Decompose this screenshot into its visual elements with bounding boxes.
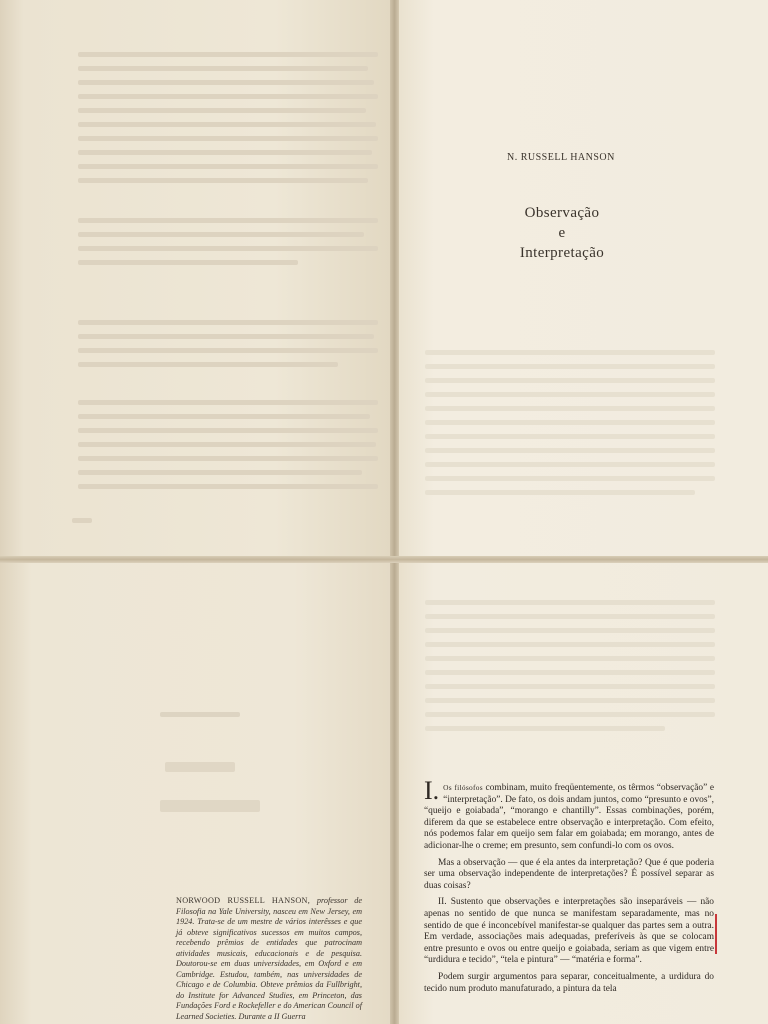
- author-bio: [176, 896, 362, 1022]
- bleed-through: [425, 434, 715, 439]
- bleed-through: [425, 378, 715, 383]
- bleed-through: [78, 232, 364, 237]
- essay-text: [424, 776, 715, 1000]
- title-page: [397, 0, 768, 558]
- bleed-through: [78, 400, 378, 405]
- bleed-through: [78, 218, 378, 223]
- author-name: N. RUSSELL HANSON: [507, 152, 615, 163]
- bleed-through: [78, 362, 338, 367]
- bleed-through: [78, 94, 378, 99]
- bleed-through: [425, 726, 665, 731]
- paragraph: combinam, muito freqüentemente, os têrmos “observação” e “interpretação”. De fato, os dois andam juntos, como “presunto e ovos”, “queijo e goiabada”, “morango e chantilly”. Essas combinações, porém, diferem da que se estabelece entre observação e interpretação. Com efeito, nós podemos falar em queijo sem falar em goiabada; em morango, antes de adicionar-lhe o creme; em presunto, sem confundi-lo com os ovos.: [424, 783, 715, 851]
- bleed-through: [425, 420, 715, 425]
- bleed-through: [78, 470, 362, 475]
- bleed-through: [425, 684, 715, 689]
- bleed-through: [78, 122, 376, 127]
- bleed-through: [78, 52, 378, 57]
- bio-text: professor de Filosofia na Yale University, nasceu em New Jersey, em 1924. Trata-se de um mestre de vários interêsses e que já obteve significativos sucessos em muitos campos, recebendo prêmios de entidades que patrocinam atividades musicais, educacionais e de pesquisa. Doutorou-se em duas universidades, em Oxford e em Cambridge. Estudou, também, nas universidades de Chicago e de Columbia. Obteve prêmios da Fullbright, do Institute for Advanced Studies, em Princeton, das Fundações Ford e Rockefeller e do American Council of Learned Societies. Durante a II Guerra: [176, 896, 363, 1021]
- bleed-through: [425, 392, 715, 397]
- bleed-through: [78, 136, 378, 141]
- bleed-through: [425, 350, 715, 355]
- title-line: Observação: [524, 205, 600, 221]
- bleed-through: [425, 614, 715, 619]
- bleed-through: [78, 150, 372, 155]
- bleed-through: [78, 80, 374, 85]
- bleed-through: [78, 260, 298, 265]
- bleed-through: [78, 66, 368, 71]
- title-line: e: [558, 225, 566, 241]
- paragraph: Podem surgir argumentos para separar, conceitualmente, a urdidura do tecido num produto manufaturado, a pintura da tela: [424, 971, 714, 994]
- bleed-through: [425, 656, 715, 661]
- bleed-through: [425, 600, 715, 605]
- title-line: Interpretação: [519, 245, 605, 261]
- bleed-through: [425, 712, 715, 717]
- bleed-through: [78, 108, 366, 113]
- bleed-through: [78, 164, 378, 169]
- bleed-through: [425, 698, 715, 703]
- bleed-through: [78, 320, 378, 325]
- bleed-through: [425, 364, 715, 369]
- bleed-through: [78, 178, 368, 183]
- bleed-through: [78, 484, 378, 489]
- bleed-through: [425, 406, 715, 411]
- bleed-through: [78, 428, 378, 433]
- bleed-through: [78, 456, 378, 461]
- book-gutter: [390, 0, 399, 1024]
- bleed-through: [78, 414, 370, 419]
- bio-name: NORWOOD RUSSELL HANSON,: [176, 896, 311, 905]
- bleed-through: [72, 518, 92, 523]
- page-fold: [0, 556, 768, 563]
- page-title: [497, 203, 627, 263]
- bleed-through: [160, 712, 240, 717]
- opening-words: Os filósofos: [443, 783, 483, 792]
- bleed-through: [160, 800, 260, 812]
- bleed-through: [425, 670, 715, 675]
- bleed-through: [78, 334, 374, 339]
- paragraph: II. Sustento que observações e interpretações são inseparáveis — não apenas no sentido de que nunca se manifestam separadamente, mas no sentido de que é inconcebível manifestar-se qualquer das partes sem a outra. Em verdade, associações mais adequadas, preferíveis às que se colocam entre presunto e ovos ou entre queijo e goiabada, seriam as que vigem entre “urdidura e tecido”, “tela e pintura” — “matéria e forma”.: [424, 897, 714, 966]
- bleed-through: [78, 246, 378, 251]
- bleed-through: [425, 448, 715, 453]
- bleed-through: [165, 762, 235, 772]
- margin-mark: [715, 914, 717, 954]
- section-numeral: I.: [424, 776, 440, 805]
- bleed-through: [425, 628, 715, 633]
- bleed-through: [425, 642, 715, 647]
- bleed-through: [425, 462, 715, 467]
- bleed-through: [78, 348, 378, 353]
- paragraph: Mas a observação — que é ela antes da interpretação? Que é que poderia ser uma observação independente de interpretações? É possível separar as duas coisas?: [424, 857, 714, 891]
- bleed-through: [425, 476, 715, 481]
- bleed-through: [78, 442, 376, 447]
- bleed-through: [425, 490, 695, 495]
